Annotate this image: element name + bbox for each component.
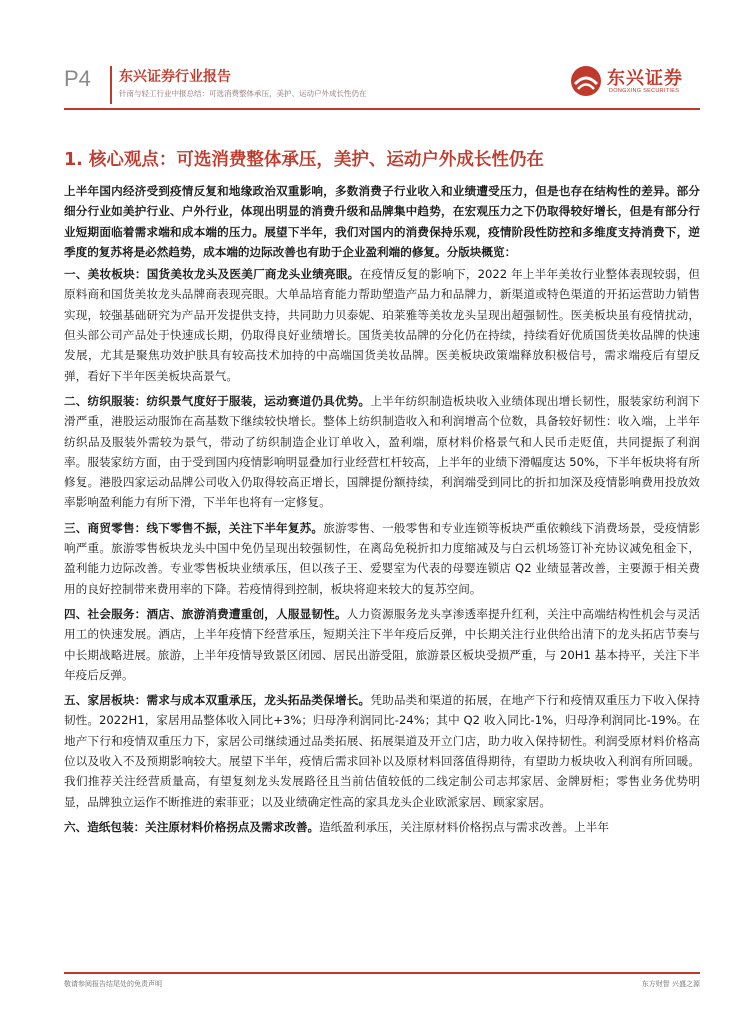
- sector-paragraph-home: [64, 690, 700, 812]
- footer-slogan: 东方财智 兴盛之源: [641, 980, 700, 988]
- report-subtitle: 针南与轻工行业中报总结：可选消费整体承压，美护、运动户外成长性仍在: [119, 89, 367, 98]
- sector-text: 上半年纺织制造板块收入业绩体现出增长韧性，服装家纺利润下滑严重，港股运动服饰在高基数下继续较快增长。整体上纺织制造收入和利润增高个位数，具备较好韧性：收入端，上半年纺织品及服装外需较为景气，带动了纺织制造企业订单收入，盈利端，原材料价格景气和人民币走贬值，共同提振了利润率。服装家纺方面，由于受到国内疫情影响明显叠加行业经营杠杆较高，上半年的业绩下滑幅度达 50%，下半年板块将有所修复。港股四家运动品牌公司收入仍取得较高正增长，国牌提份额持续，利润端受到同比的折扣加深及疫情影响费用投放效率影响盈利能力有所下滑，下半年也将有一定修复。: [64, 393, 700, 510]
- sector-paragraph-paper: [64, 817, 700, 837]
- report-title: 东兴证券行业报告: [119, 69, 231, 85]
- page-number: P4: [64, 66, 91, 91]
- section-heading: 1. 核心观点：可选消费整体承压，美护、运动户外成长性仍在: [64, 150, 544, 170]
- logo-name: 东兴证券: [607, 68, 683, 89]
- sector-text: 旅游零售、一般零售和专业连锁等板块严重依赖线下消费场景，受疫情影响严重。旅游零售板块龙头中国中免仍呈现出较强韧性，在离岛免税折扣力度缩减及与白云机场签订补充协议减免租金下，盈利能力边际改善。专业零售板块业绩承压，但以孩子王、爱婴室为代表的母婴连锁店 Q2 业绩显著改善，主要源于相关费用的良好控制带来费用率的下降。若疫情得到控制，板块将迎来较大的复苏空间。: [64, 520, 700, 596]
- sector-paragraph-textile: [64, 391, 700, 513]
- sector-lead: 五、家居板块：需求与成本双重承压，龙头拓品类保增长。: [64, 693, 371, 708]
- header-divider: [110, 66, 112, 104]
- footer-disclaimer-link[interactable]: 敬请参阅报告结尾处的免责声明: [64, 980, 162, 988]
- sector-lead: 一、美妆板块：国货美妆龙头及医美厂商龙头业绩亮眼。: [64, 267, 360, 282]
- sector-text: 凭助品类和渠道的拓展，在地产下行和疫情双重压力下收入保持韧性。2022H1，家居用品整体收入同比+3%；归母净利润同比-24%；其中 Q2 收入同比-1%，归母净利润同比-19%。在地产下行和疫情双重压力下，家居公司继续通过品类拓展、拓展渠道及开立门店，助力收入保持韧性。利润受原材料价格高位以及收入不及预期影响较大。展望下半年，疫情后需求回补以及原材料回落值得期待，有望助力板块收入利润有所回暖。我们推荐关注经营质量高，有望复刻龙头发展路径且当前估值较低的二线定制公司志邦家居、金牌厨柜；零售业务优势明显，品牌独立运作不断推进的索菲亚；以及业绩确定性高的家具龙头企业欧派家居、顾家家居。: [64, 693, 700, 809]
- sector-lead: 四、社会服务：酒店、旅游消费遭重创，人服显韧性。: [64, 606, 347, 621]
- logo-english: DONGXING SECURITIES: [609, 88, 680, 94]
- sector-lead: 三、商贸零售：线下零售不振，关注下半年复苏。: [64, 520, 324, 535]
- footer-rule: [64, 972, 700, 974]
- report-body: [64, 181, 700, 842]
- sector-text: 人力资源服务龙头享渗透率提升红利，关注中高端结构性机会与灵活用工的快速发展。酒店，上半年疫情下经营承压，短期关注下半年疫后反弹，中长期关注行业供给出清下的龙头拓店节奏与中长期战略进展。旅游，上半年疫情导致景区闭园、居民出游受阻，旅游景区板块受损严重，与 20H1 基本持平，关注下半年疫后反弹。: [64, 606, 700, 682]
- sector-paragraph-services: [64, 604, 700, 685]
- logo-mark-icon: [567, 62, 605, 100]
- sector-lead: 二、纺织服装：纺织景气度好于服装，运动赛道仍具优势。: [64, 393, 371, 408]
- sector-text: 在疫情反复的影响下，2022 年上半年美妆行业整体表现较弱，但原料商和国货美妆龙头品牌商表现亮眼。大单品培育能力帮助塑造产品力和品牌力，新渠道或特色渠道的开拓运营助力销售实现，较强基础研究为产品开发提供支持，共同助力贝泰妮、珀莱雅等美妆龙头呈现出超强韧性。医美板块虽有疫情扰动，但头部公司产品处于快速成长期，仍取得良好业绩增长。国货美妆品牌的分化仍在持续，持续看好优质国货美妆品牌的快速发展，尤其是聚焦功效护肤具有较高技术加持的中高端国货美妆品牌。医美板块政策端释放积极信号，需求端疫后有望反弹，看好下半年医美板块高景气。: [64, 267, 700, 383]
- sector-paragraph-retail: [64, 518, 700, 599]
- intro-paragraph: 上半年国内经济受到疫情反复和地缘政治双重影响，多数消费子行业收入和业绩遭受压力，但是也存在结构性的差异。部分细分行业如美护行业、户外行业，体现出明显的消费升级和品牌集中趋势，在宏观压力之下仍取得较好增长，但是有部分行业短期面临着需求端和成本端的压力。展望下半年，我们对国内的消费保持乐观，疫情阶段性防控和多维度支持消费下，逆季度的复苏将是必然趋势，成本端的边际改善也有助于企业盈利端的修复。分版块概览：: [64, 184, 700, 259]
- sector-text: 造纸盈利承压，关注原材料价格拐点与需求改善。上半年: [319, 819, 609, 834]
- sector-paragraph-beauty: [64, 264, 700, 386]
- header-rule: [64, 108, 700, 110]
- sector-lead: 六、造纸包装：关注原材料价格拐点及需求改善。: [64, 819, 320, 834]
- brand-logo: [567, 62, 699, 102]
